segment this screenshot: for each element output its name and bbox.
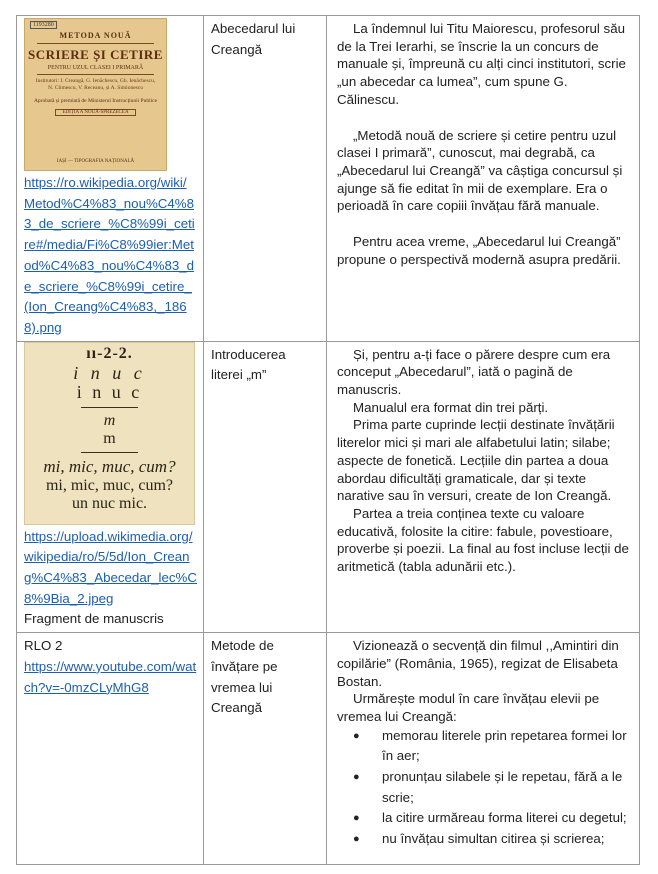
paragraph: Partea a treia conținea texte cu valoare educativă, folosite la citire: fabule, povestioare, proverbe și poezii. La final au fost incluse lecții de aritmetică (tabla adunării etc.).: [337, 505, 629, 575]
paragraph: Urmărește modul în care învățau elevii pe vremea lui Creangă:: [337, 691, 600, 724]
paragraph: Manualul era format din trei părți.: [353, 399, 549, 415]
topic-label: Metode de învățare pe vremea lui Creangă: [211, 638, 278, 716]
paragraph: „Metodă nouă de scriere și cetire pentru uzul clasei I primară”, cunoscut, mai degrabă, ca „Abecedarul lui Creangă” va câștiga concursul și ajunge să fie editat în mii de exemplare. Era o perioadă în care copiii învățau fără manuale.: [337, 127, 623, 214]
paragraph: Pentru acea vreme, „Abecedarul lui Creangă” propune o perspectivă modernă asupra predării.: [337, 234, 621, 267]
bullet-icon: ●: [353, 833, 360, 846]
topic-cell: [204, 341, 327, 633]
manuscript-line: m: [103, 411, 116, 429]
paragraph: La îndemnul lui Titu Maiorescu, profesorul său de la Trei Ierarhi, se înscrie la un concurs de manuale și, împreună cu alți cinci institutori, scrie „un abecedar ca lumea”, cum spune G. Călinescu.: [337, 21, 626, 107]
list-item: [337, 726, 631, 767]
list-item-text: la citire urmăreau forma literei cu degetul;: [382, 810, 627, 826]
paragraph: Vizionează o secvență din filmul ,,Amintiri din copilărie” (România, 1965), regizat de Elisabeta Bostan.: [337, 638, 619, 689]
image-caption: Fragment de manuscris: [24, 611, 164, 627]
topic-cell: [204, 633, 327, 865]
book-cover-image: [24, 18, 167, 171]
manuscript-line: i n u c: [73, 362, 146, 383]
methods-list: [337, 726, 631, 850]
youtube-link[interactable]: https://www.youtube.com/watch?v=-0mzCLyMhG8: [24, 658, 197, 695]
manuscript-line: ıı-2-2.: [86, 344, 133, 362]
cover-footer: IAȘI — TIPOGRAFIA NAȚIONALĂ: [56, 159, 135, 164]
cover-title-main: SCRIERE ȘI CETIRE: [28, 47, 163, 62]
cover-subtitle: PENTRU UZUL CLASEI I PRIMARĂ: [47, 65, 144, 71]
media-cell: [17, 633, 204, 865]
cover-edition: EDIȚIA A NOUĂ-SPREZECEA: [55, 109, 136, 116]
wikipedia-link[interactable]: https://ro.wikipedia.org/wiki/Metod%C4%83_nou%C4%83_de_scriere_%C8%99i_cetire#/media/Fi%C8%99ier:Metod%C4%83_nou%C4%83_de_scriere_%C8%99i_cetire_(Ion_Creang%C4%83,_1868).png: [24, 175, 195, 335]
bullet-icon: ●: [353, 729, 360, 742]
topic-cell: [204, 16, 327, 342]
table-row: [17, 633, 640, 865]
table-row: [17, 16, 640, 342]
media-cell: [17, 341, 204, 633]
description-cell: [327, 16, 640, 342]
manuscript-line: i n u c: [76, 381, 143, 402]
bullet-icon: ●: [353, 812, 360, 825]
manuscript-image: [24, 342, 195, 525]
manuscript-line: mi, mic, muc, cum?: [43, 456, 176, 476]
description-cell: [327, 341, 640, 633]
topic-label: Introducerea literei „m”: [211, 346, 286, 383]
description-cell: [327, 633, 640, 865]
rlo-label: RLO 2: [24, 638, 63, 654]
list-item-text: memorau literele prin repetarea formei lor în aer;: [382, 727, 627, 764]
list-item: [337, 767, 631, 808]
list-item: [337, 829, 631, 850]
manuscript-line: mi, mic, muc, cum?: [45, 476, 174, 494]
cover-title-top: METODA NOUĂ: [59, 31, 132, 40]
topic-label: Abecedarul lui Creangă: [211, 21, 296, 57]
cover-authors: Institutori: I. Creangă, G. Ienăchescu, Gh. Ienăchescu, N. Climescu, V. Receanu, și A. Simionescu: [35, 78, 156, 91]
paragraph: Și, pentru a-ți face o părere despre cum era conceput „Abecedarul”, iată o pagină de manuscris.: [337, 346, 611, 398]
manuscript-line: m: [103, 429, 116, 447]
cover-approval: Aprobată și premiată de Ministerul Instrucțiunii Publice: [33, 98, 158, 104]
list-item-text: pronunțau silabele și le repetau, fără a le scrie;: [382, 769, 623, 805]
wikimedia-link[interactable]: https://upload.wikimedia.org/wikipedia/ro/5/5d/Ion_Creang%C4%83_Abecedar_lec%C8%9Bia_2.jpeg: [24, 528, 197, 606]
media-cell: [17, 16, 204, 342]
library-stamp: 1193280: [30, 21, 57, 29]
lesson-table: [16, 15, 640, 865]
list-item-text: nu învățau simultan citirea și scrierea;: [382, 831, 605, 847]
table-row: [17, 341, 640, 633]
paragraph: Prima parte cuprinde lecții destinate învățării literelor mici și mari ale alfabetului latin; silabe; aspecte de fonetică. Lecțiile din partea a doua abordau dificultăți gramaticale, dar și texte narative sau în versuri, create de Ion Creangă.: [337, 417, 615, 504]
bullet-icon: ●: [353, 771, 360, 784]
list-item: [337, 808, 631, 829]
manuscript-line: un nuc mic.: [71, 494, 148, 512]
